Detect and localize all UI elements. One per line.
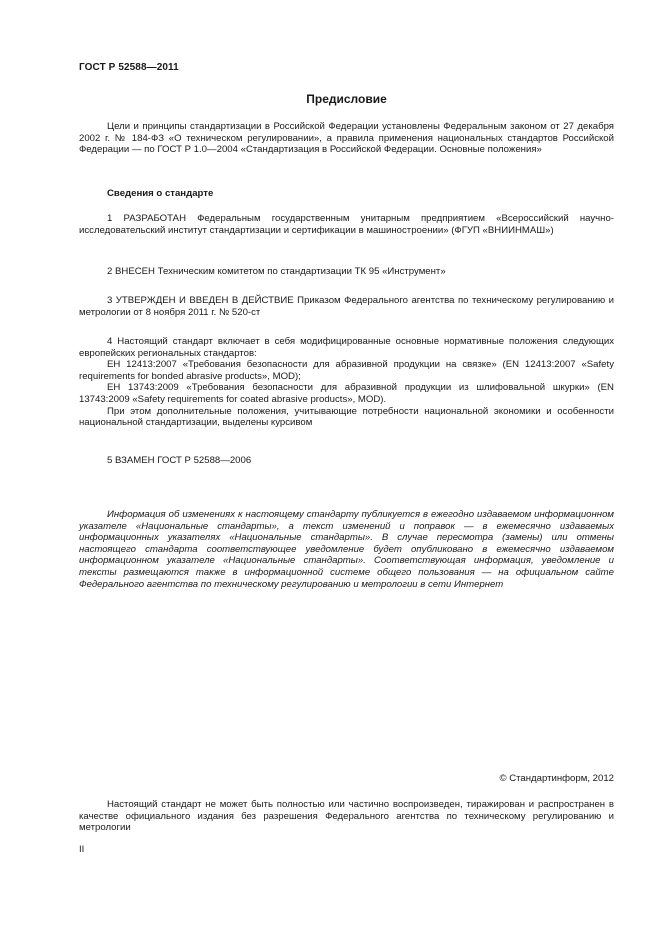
item-4-intro-paragraph: 4 Настоящий стандарт включает в себя модифицированные основные нормативные положения следующих европейских региональных стандартов: xyxy=(79,336,614,359)
rights-section xyxy=(79,799,614,834)
notice-paragraph: Информация об изменениях к настоящему стандарту публикуется в ежегодно издаваемом информационном указателе «Национальные стандарты», а текст изменений и поправок — в ежемесячно издаваемых информационных указателях «Национальные стандарты». В случае пересмотра (замены) или отмены настоящего стандарта соответствующее уведомление будет опубликовано в ежемесячно издаваемом информационном указателе «Национальные стандарты». Соответствующая информация, уведомление и тексты размещаются также в информационной системе общего пользования — на официальном сайте Федерального агентства по техническому регулированию и метрологии в сети Интернет xyxy=(79,509,614,590)
item-4-en2-paragraph: ЕН 13743:2009 «Требования безопасности для абразивной продукции из шлифовальной шкурки» (EN 13743:2009 «Safety requirements for coated abrasive products», MOD). xyxy=(79,382,614,405)
item-2-section xyxy=(79,266,614,278)
info-heading: Сведения о стандарте xyxy=(107,188,214,199)
intro-paragraph: Цели и принципы стандартизации в Российской Федерации установлены Федеральным законом от 27 декабря 2002 г. № 184-ФЗ «О техническом регулировании», а правила применения национальных стандартов Российской Федерации — по ГОСТ Р 1.0—2004 «Стандартизация в Российской Федерации. Основные положения» xyxy=(79,121,614,156)
item-1-paragraph: 1 РАЗРАБОТАН Федеральным государственным унитарным предприятием «Всероссийский научно-исследовательский институт стандартизации и сертификации в машиностроении» (ФГУП «ВНИИНМАШ») xyxy=(79,213,614,236)
intro-section xyxy=(79,121,614,156)
rights-paragraph: Настоящий стандарт не может быть полностью или частично воспроизведен, тиражирован и распространен в качестве официального издания без разрешения Федерального агентства по техническому регулированию и метрологии xyxy=(79,799,614,834)
item-4-section xyxy=(79,336,614,429)
page-number: II xyxy=(79,844,85,855)
item-3-paragraph: 3 УТВЕРЖДЕН И ВВЕДЕН В ДЕЙСТВИЕ Приказом Федерального агентства по техническому регулированию и метрологии от 8 ноября 2011 г. № 520-ст xyxy=(79,295,614,318)
item-5-paragraph: 5 ВЗАМЕН ГОСТ Р 52588—2006 xyxy=(107,455,252,466)
standard-code-header: ГОСТ Р 52588—2011 xyxy=(79,62,179,73)
item-1-section xyxy=(79,213,614,236)
item-4-en1-paragraph: ЕН 12413:2007 «Требования безопасности для абразивной продукции на связке» (EN 12413:2007 «Safety requirements for bonded abrasive products», MOD); xyxy=(79,359,614,382)
item-3-section xyxy=(79,295,614,318)
copyright-line: © Стандартинформ, 2012 xyxy=(499,773,614,784)
notice-section xyxy=(79,509,614,590)
item-4-note-paragraph: При этом дополнительные положения, учитывающие потребности национальной экономики и особенности национальной стандартизации, выделены курсивом xyxy=(79,405,614,429)
item-2-paragraph: 2 ВНЕСЕН Техническим комитетом по стандартизации ТК 95 «Инструмент» xyxy=(107,266,446,277)
item-5-section xyxy=(79,455,614,467)
page-title: Предисловие xyxy=(306,92,387,106)
